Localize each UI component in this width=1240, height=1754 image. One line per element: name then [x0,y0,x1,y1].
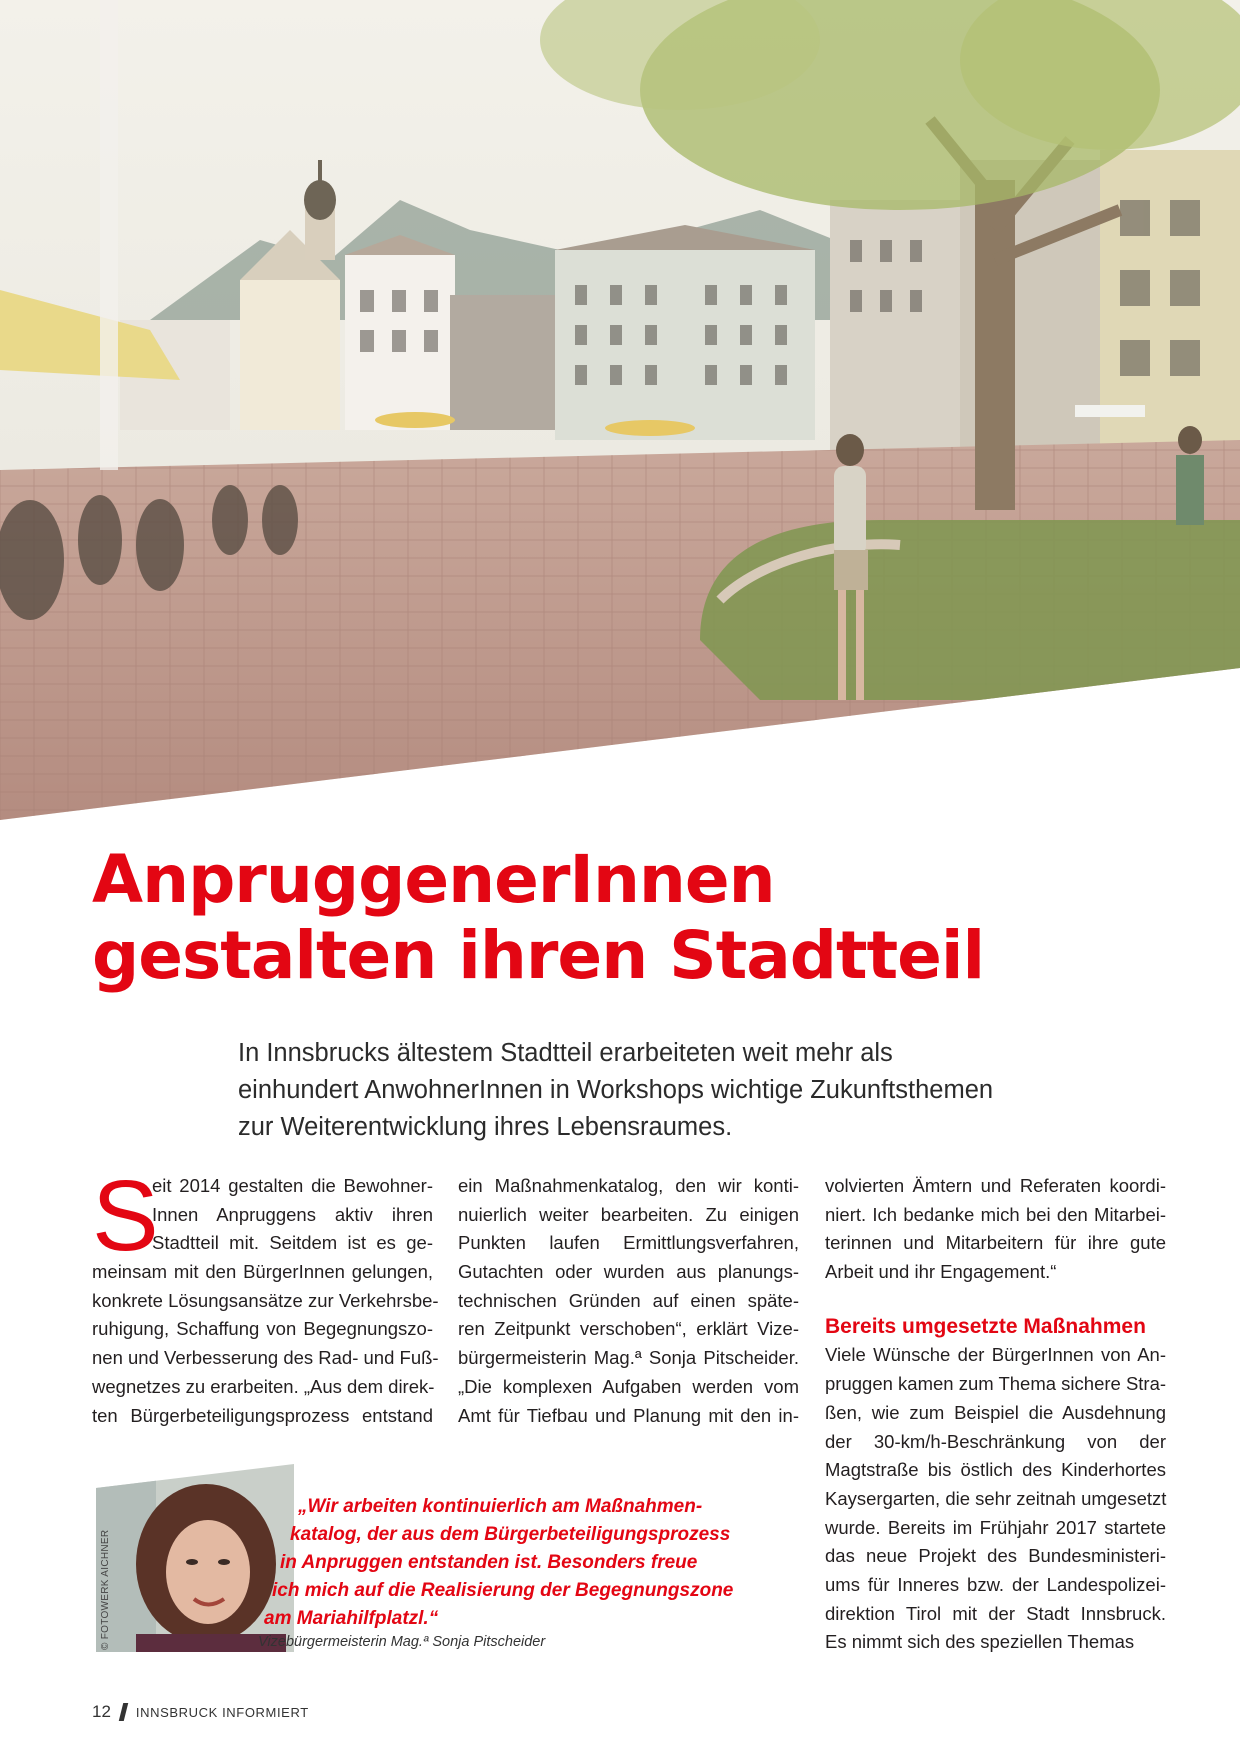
body-line: wurde. Bereits im Frühjahr 2017 startete [825,1516,1166,1538]
body-line: Gutachten oder wurden aus planungs- [458,1261,799,1283]
body-line: Punkten laufen Ermittlungsverfahren, [458,1232,799,1254]
body-line: Innen Anpruggens aktiv ihren [152,1203,433,1225]
body-line: ßen, wie zum Beispiel die Ausdehnung [825,1401,1166,1423]
body-column-2 [458,1172,799,1430]
lead-line: zur Weiterentwicklung ihres Lebensraumes. [238,1113,733,1141]
quote-line: in Anpruggen entstanden ist. Besonders freue [280,1552,698,1573]
drop-cap: S [92,1160,159,1272]
body-line: Kaysergarten, die sehr zeitnah umgesetzt [825,1487,1167,1509]
body-line: niert. Ich bedanke mich bei den Mitarbei- [825,1203,1166,1225]
page-number: 12 [92,1702,111,1721]
body-line: konkrete Lösungsansätze zur Verkehrsbe- [92,1289,439,1311]
body-line: wegnetzes zu erarbeiten. „Aus dem direk- [92,1375,435,1397]
body-line: Arbeit und ihr Engagement.“ [825,1261,1057,1283]
article-title [92,842,984,994]
article-lead [238,1035,1038,1146]
section-spacer [825,1287,1166,1313]
photo-credit: © FOTOWERK AICHNER [100,1529,111,1650]
body-line: bürgermeisterin Mag.ª Sonja Pitscheider. [458,1347,799,1369]
slash-separator-icon [119,1703,128,1721]
body-line: eit 2014 gestalten die Bewohner- [152,1175,433,1196]
body-line: pruggen kamen zum Thema sichere Stra- [825,1373,1167,1395]
body-line: Viele Wünsche der BürgerInnen von An- [825,1344,1166,1366]
body-line: ten Bürgerbeteiligungsprozess entstand [92,1404,433,1426]
quote-line: „Wir arbeiten kontinuierlich am Maßnahmen- [298,1496,703,1517]
body-line: direktion Tirol mit der Stadt Innsbruck. [825,1602,1166,1624]
lead-line: In Innsbrucks ältestem Stadtteil erarbeiteten weit mehr als [238,1039,893,1067]
quote-author: Vizebürgermeisterin Mag.ª Sonja Pitscheider [258,1634,546,1650]
body-line: das neue Projekt des Bundesministeri- [825,1545,1166,1567]
body-line: Stadtteil mit. Seitdem ist es ge- [152,1232,433,1254]
body-column-1 [92,1172,439,1430]
body-line: nuierlich weiter bearbeiten. Zu einigen [458,1203,799,1225]
title-line-1: AnpruggenerInnen [92,841,775,918]
body-line: terinnen und Mitarbeitern für ihre gute [825,1232,1166,1254]
body-line: volvierten Ämtern und Referaten koordi- [825,1175,1166,1196]
body-line: ein Maßnahmenkatalog, den wir konti- [458,1175,799,1196]
body-line: Magtstraße bis östlich des Kinderhortes [825,1459,1166,1481]
body-line: ruhigung, Schaffung von Begegnungszo- [92,1318,433,1340]
title-line-2: gestalten ihren Stadtteil [92,917,985,994]
hero-illustration [0,0,1240,820]
body-line: technischen Gründen auf einen späte- [458,1289,799,1311]
body-line: Amt für Tiefbau und Planung mit den in- [458,1404,799,1426]
publication-name: INNSBRUCK INFORMIERT [135,1704,309,1720]
body-line: ren Zeitpunkt verschoben“, erklärt Vize- [458,1318,799,1340]
body-column-3 [825,1172,1166,1657]
quote-line: katalog, der aus dem Bürgerbeteiligungsprozess [290,1524,731,1545]
quote-line: ich mich auf die Realisierung der Begegnungszone [272,1580,734,1601]
section-subheading: Bereits umgesetzte Maßnahmen [825,1314,1146,1338]
body-line: Es nimmt sich des speziellen Themas [825,1631,1135,1653]
page-footer [92,1702,309,1722]
pull-quote [262,1493,734,1633]
lead-line: einhundert AnwohnerInnen in Workshops wichtige Zukunftsthemen [238,1076,994,1104]
body-line: nen und Verbesserung des Rad- und Fuß- [92,1347,439,1369]
body-line: der 30-km/h-Beschränkung von der [825,1430,1166,1452]
body-line: ums für Inneres bzw. der Landespolizei- [825,1573,1166,1595]
body-line: „Die komplexen Aufgaben werden vom [458,1375,799,1397]
body-line: meinsam mit den BürgerInnen gelungen, [92,1261,433,1283]
quote-line: am Mariahilfplatzl.“ [264,1608,439,1629]
